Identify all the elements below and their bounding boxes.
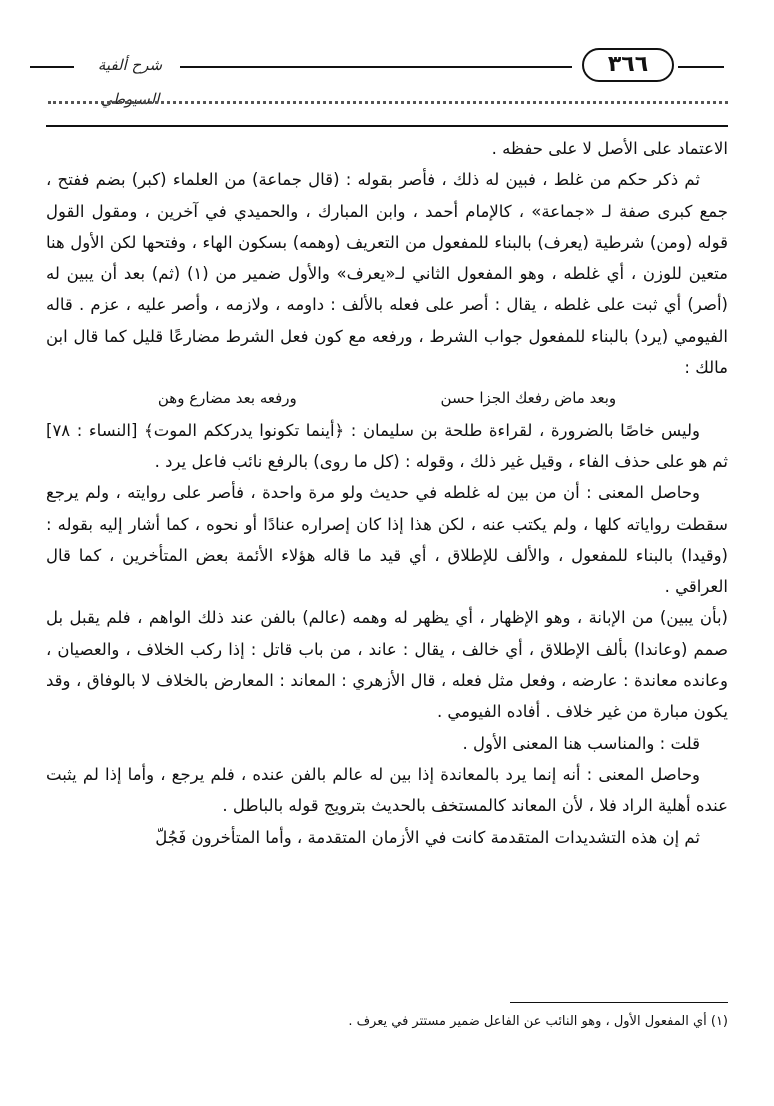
page-number: ٣٦٦ <box>582 48 674 82</box>
header-rule-left <box>30 66 74 68</box>
paragraph-3: وليس خاصًا بالضرورة ، لقراءة طلحة بن سليمان : ﴿أينما تكونوا يدرككم الموت﴾ [النساء : ٧٨] ثم هو على حذف الفاء ، وقيل غير ذلك ، وقوله : (كل ما روى) بالرفع نائب فاعل يرد . <box>46 420 728 471</box>
paragraph-4: وحاصل المعنى : أن من بين له غلطه في حديث ولو مرة واحدة ، فأصر على روايته ، ولم يرجع سقطت رواياته كلها ، ولم يكتب عنه ، لكن هذا إذا كان إصراره عنادًا أو نحوه ، كما أشار إليه بقوله : (وقيدا) بالبناء للمفعول ، والألف للإطلاق ، أي قيد ما قاله هؤلاء الأئمة بعض المتأخرين ، كما قال العراقي . <box>46 483 728 597</box>
main-text <box>46 133 728 853</box>
paragraph-1: الاعتماد على الأصل لا على حفظه . <box>491 139 728 158</box>
paragraph-7: وحاصل المعنى : أنه إنما يرد بالمعاندة إذا بين له عالم بالفن عنده ، فلم يرجع ، وأما إذا لم يثبت عنده أهلية الراد فلا ، لأن المعاند كالمستخف بالحديث بترويج قوله بالباطل . <box>46 764 728 816</box>
page-header <box>30 40 744 108</box>
dotted-separator <box>48 92 728 104</box>
verse-second-hemistich: ورفعه بعد مضارع وهن <box>157 389 297 408</box>
running-title: شرح ألفية السيوطي <box>97 56 163 108</box>
paragraph-2: ثم ذكر حكم من غلط ، فبين له ذلك ، فأصر بقوله : (قال جماعة) من العلماء (كبر) بضم ففتح ، جمع كبرى صفة لـ «جماعة» ، كالإمام أحمد ، وابن المبارك ، والحميدي في آخرين ، ومقول القول قوله (ومن) شرطية (يعرف) بالبناء للمفعول من التعريف (وهمه) بسكون الهاء ، وفتحها لكن الأول هنا متعين للوزن ، أي غلطه ، وهو المفعول الثاني لـ«يعرف» والأول ضمير من (١) (ثم) بعد أن يبين له (أصر) أي ثبت على غلطه ، يقال : أصر على فعله بالألف : داومه ، ولازمه ، وأصر عليه ، عزم . قاله الفيومي (يرد) بالبناء للمفعول جواب الشرط ، ورفعه مع كون فعل الشرط مضارعًا قليل كما قال ابن مالك : <box>46 170 728 378</box>
footnote-rule <box>510 1002 728 1003</box>
paragraph-5: (بأن يبين) من الإبانة ، وهو الإظهار ، أي يظهر له وهمه (عالم) بالفن عند ذلك الواهم ، فلم يقبل بل صمم (وعاندا) بألف الإطلاق ، أي خالف ، يقال : عاند ، من باب قاتل : إذا ركب الخلاف ، والعصيان ، وعانده معاندة : عارضه ، وفعل مثل فعله ، قال الأزهري : المعاند : المعارض بالخلاف لا بالوفاق ، وقد يكون مبارة من غير خلاف . أفاده الفيومي . <box>46 608 728 722</box>
verse-first-hemistich: وبعد ماض رفعك الجزا حسن <box>440 389 617 408</box>
paragraph-6: قلت : والمناسب هنا المعنى الأول . <box>462 733 700 753</box>
header-rule-right <box>678 66 724 68</box>
text-top-rule <box>46 125 728 127</box>
paragraph-8: ثم إن هذه التشديدات المتقدمة كانت في الأزمان المتقدمة ، وأما المتأخرون فَجُلّ <box>155 827 700 847</box>
footnote: (١) أي المفعول الأول ، وهو النائب عن الفاعل ضمير مستتر في يعرف . <box>348 1014 728 1029</box>
header-rule-middle <box>180 66 572 68</box>
verse-line <box>46 383 728 414</box>
